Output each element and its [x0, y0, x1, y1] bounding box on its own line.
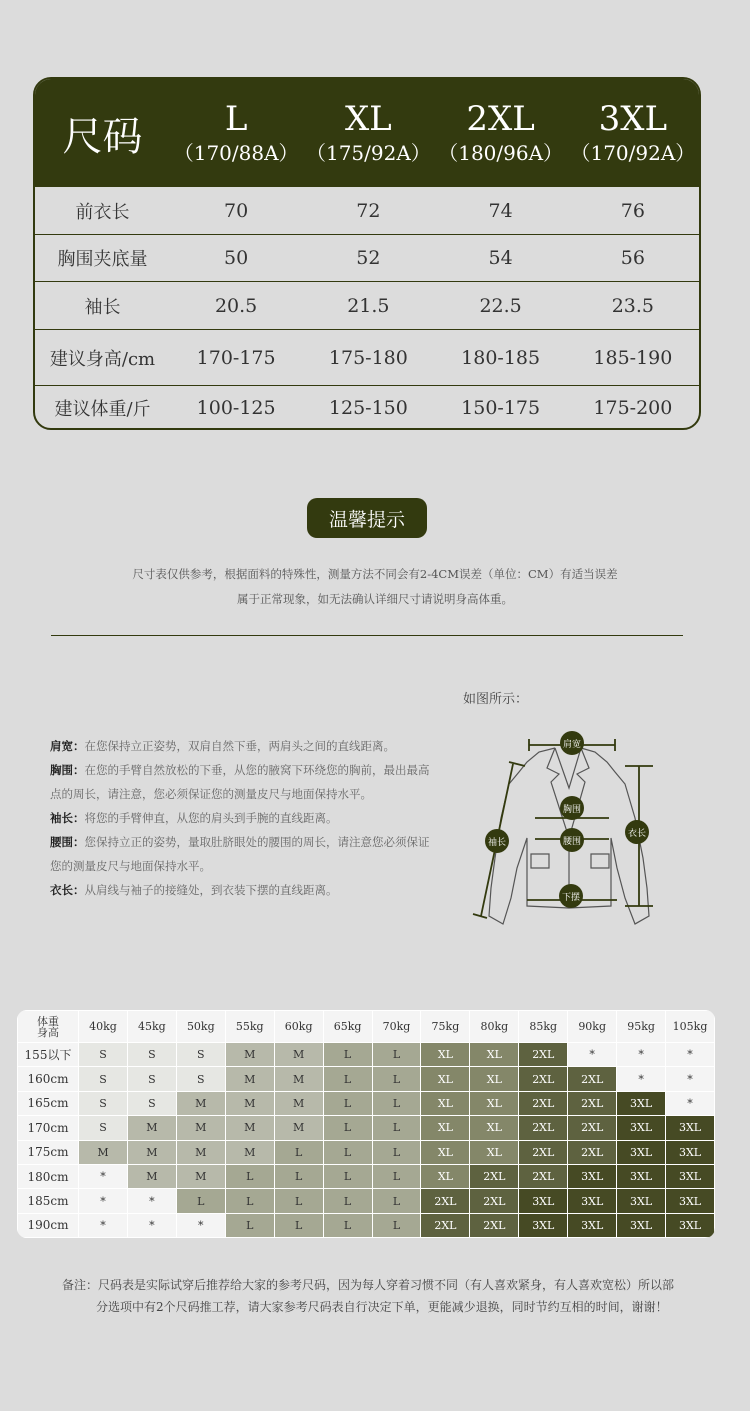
recommend-cell: L	[323, 1164, 372, 1188]
measure-term: 胸围：	[50, 763, 85, 777]
recommend-cell: *	[79, 1164, 128, 1188]
measure-desc: 在您保持立正姿势，双肩自然下垂，两肩头之间的直线距离。	[84, 739, 395, 753]
jacket-measure-diagram	[465, 728, 665, 933]
recommend-cell: L	[323, 1213, 372, 1237]
recommend-cell: L	[225, 1213, 274, 1237]
weight-header: 95kg	[617, 1011, 666, 1043]
recommend-cell: M	[225, 1067, 274, 1091]
row-label: 建议体重/斤	[54, 399, 151, 420]
row-value: 185-190	[593, 346, 673, 369]
recommend-cell: S	[176, 1067, 225, 1091]
recommend-header-row	[18, 1011, 715, 1043]
recommend-cell: 2XL	[568, 1116, 617, 1140]
recommend-cell: 3XL	[519, 1189, 568, 1213]
height-header: 190cm	[18, 1213, 79, 1237]
recommend-row	[18, 1091, 715, 1115]
recommend-cell: 3XL	[617, 1140, 666, 1164]
measure-term: 袖长：	[50, 811, 85, 825]
recommend-cell: 3XL	[666, 1189, 715, 1213]
size-col-2xl	[435, 99, 567, 167]
recommend-cell: L	[274, 1164, 323, 1188]
recommend-cell: XL	[470, 1067, 519, 1091]
row-value: 56	[620, 247, 645, 269]
weight-header: 60kg	[274, 1011, 323, 1043]
measure-term: 腰围：	[50, 835, 85, 849]
size-recommend-table	[17, 1010, 715, 1238]
recommend-cell: *	[666, 1067, 715, 1091]
height-header: 165cm	[18, 1091, 79, 1115]
recommend-cell: 2XL	[470, 1189, 519, 1213]
recommend-cell: M	[274, 1043, 323, 1067]
recommend-cell: 3XL	[568, 1189, 617, 1213]
measure-item-chest	[50, 758, 440, 806]
size-row-sleeve	[35, 282, 699, 330]
size-row-height	[35, 330, 699, 386]
size-col-xl	[302, 99, 434, 167]
measure-desc: 从肩线与袖子的接缝处，到衣装下摆的直线距离。	[84, 883, 338, 897]
recommend-cell: 3XL	[617, 1213, 666, 1237]
recommend-cell: L	[274, 1189, 323, 1213]
weight-header: 50kg	[176, 1011, 225, 1043]
recommend-cell: 3XL	[617, 1091, 666, 1115]
recommend-cell: L	[176, 1189, 225, 1213]
recommend-cell: *	[127, 1189, 176, 1213]
row-value: 74	[488, 199, 513, 222]
recommend-cell: *	[617, 1067, 666, 1091]
row-value: 170-175	[196, 346, 276, 369]
size-note	[62, 1274, 692, 1318]
recommend-cell: M	[127, 1164, 176, 1188]
row-value: 175-180	[328, 346, 408, 369]
recommend-cell: L	[323, 1067, 372, 1091]
measure-term: 肩宽：	[50, 739, 85, 753]
recommend-row	[18, 1140, 715, 1164]
divider	[51, 635, 683, 636]
size-row-chest	[35, 235, 699, 282]
recommend-cell: L	[372, 1043, 421, 1067]
weight-header: 105kg	[666, 1011, 715, 1043]
recommend-cell: XL	[470, 1116, 519, 1140]
row-value: 50	[224, 247, 249, 269]
corner-weight-label: 体重	[37, 1014, 59, 1028]
size-name: 3XL	[598, 99, 668, 139]
row-value: 150-175	[461, 397, 541, 419]
recommend-cell: *	[666, 1091, 715, 1115]
recommend-corner	[18, 1011, 79, 1043]
size-spec: （170/88A）	[173, 141, 299, 165]
recommend-cell: XL	[470, 1091, 519, 1115]
height-header: 155以下	[18, 1043, 79, 1067]
hem-marker	[559, 884, 583, 908]
measure-desc: 在您的手臂自然放松的下垂，从您的腋窝下环绕您的胸前，最出最高点的周长，请注意，您必须保证您的测量皮尺与地面保持水平。	[50, 763, 430, 801]
recommend-cell: 3XL	[666, 1164, 715, 1188]
waist-marker	[560, 828, 584, 852]
recommend-cell: 2XL	[421, 1213, 470, 1237]
weight-header: 90kg	[568, 1011, 617, 1043]
measure-item-waist	[50, 830, 440, 878]
sleeve-marker	[485, 829, 509, 853]
weight-header: 65kg	[323, 1011, 372, 1043]
size-spec: （175/92A）	[305, 141, 431, 165]
row-value: 21.5	[347, 294, 390, 317]
size-name: L	[224, 99, 248, 139]
recommend-cell: 2XL	[568, 1067, 617, 1091]
recommend-cell: 3XL	[568, 1213, 617, 1237]
row-value: 22.5	[479, 294, 522, 317]
size-col-3xl	[567, 99, 699, 167]
measure-item-length	[50, 878, 440, 902]
height-header: 180cm	[18, 1164, 79, 1188]
measure-term: 衣长：	[50, 883, 85, 897]
recommend-cell: 3XL	[617, 1164, 666, 1188]
recommend-cell: 2XL	[519, 1091, 568, 1115]
recommend-cell: M	[225, 1140, 274, 1164]
recommend-cell: 2XL	[421, 1189, 470, 1213]
recommend-cell: *	[176, 1213, 225, 1237]
size-spec: （170/92A）	[570, 141, 696, 165]
recommend-row	[18, 1189, 715, 1213]
recommend-cell: 3XL	[568, 1164, 617, 1188]
recommend-cell: 2XL	[519, 1116, 568, 1140]
recommend-cell: XL	[421, 1043, 470, 1067]
measure-item-shoulder	[50, 734, 440, 758]
recommend-cell: XL	[421, 1164, 470, 1188]
row-value: 100-125	[196, 397, 276, 419]
tip-line-2: 属于正常现象，如无法确认详细尺寸请说明身高体重。	[237, 592, 513, 606]
figure-caption: 如图所示：	[463, 692, 529, 707]
recommend-cell: M	[225, 1091, 274, 1115]
recommend-cell: 2XL	[470, 1213, 519, 1237]
tip-text	[60, 562, 690, 612]
chest-label: 胸围	[562, 805, 582, 815]
recommend-cell: XL	[421, 1116, 470, 1140]
recommend-cell: L	[323, 1043, 372, 1067]
recommend-cell: S	[79, 1067, 128, 1091]
recommend-cell: M	[225, 1043, 274, 1067]
recommend-cell: M	[274, 1116, 323, 1140]
note-line-2: 分选项中有2个尺码推工荐，请大家参考尺码表自行决定下单，更能减少退换，同时节约互相的时间，谢谢！	[96, 1300, 668, 1314]
recommend-cell: M	[176, 1164, 225, 1188]
recommend-cell: L	[323, 1116, 372, 1140]
recommend-cell: 3XL	[617, 1189, 666, 1213]
recommend-cell: L	[274, 1140, 323, 1164]
size-table-header	[35, 79, 699, 187]
recommend-cell: L	[372, 1067, 421, 1091]
recommend-cell: L	[372, 1116, 421, 1140]
recommend-cell: 2XL	[519, 1043, 568, 1067]
weight-header: 70kg	[372, 1011, 421, 1043]
sleeve-label: 袖长	[487, 838, 507, 848]
recommend-cell: M	[176, 1116, 225, 1140]
measure-desc: 将您的手臂伸直，从您的肩头到手腕的直线距离。	[84, 811, 338, 825]
hem-label: 下摆	[561, 893, 581, 903]
row-value: 23.5	[611, 294, 655, 317]
recommend-cell: M	[79, 1140, 128, 1164]
row-label: 前衣长	[75, 201, 130, 223]
recommend-cell: XL	[421, 1140, 470, 1164]
recommend-cell: L	[225, 1189, 274, 1213]
recommend-cell: L	[372, 1164, 421, 1188]
recommend-cell: 2XL	[470, 1164, 519, 1188]
row-value: 20.5	[214, 294, 258, 317]
weight-header: 85kg	[519, 1011, 568, 1043]
recommend-cell: S	[79, 1043, 128, 1067]
recommend-cell: M	[274, 1067, 323, 1091]
recommend-cell: M	[127, 1116, 176, 1140]
recommend-row	[18, 1043, 715, 1067]
row-value: 125-150	[328, 397, 408, 419]
size-table	[33, 77, 701, 430]
recommend-cell: L	[225, 1164, 274, 1188]
recommend-cell: M	[225, 1116, 274, 1140]
recommend-row	[18, 1213, 715, 1237]
weight-header: 45kg	[127, 1011, 176, 1043]
height-header: 175cm	[18, 1140, 79, 1164]
recommend-cell: XL	[470, 1043, 519, 1067]
recommend-cell: L	[274, 1213, 323, 1237]
recommend-cell: 3XL	[519, 1213, 568, 1237]
recommend-cell: 3XL	[617, 1116, 666, 1140]
recommend-cell: XL	[470, 1140, 519, 1164]
tip-line-1: 尺寸表仅供参考，根据面料的特殊性，测量方法不同会有2-4CM误差（单位：CM）有适当误差	[132, 567, 618, 581]
measure-item-sleeve	[50, 806, 440, 830]
recommend-row	[18, 1116, 715, 1140]
recommend-cell: M	[274, 1091, 323, 1115]
weight-header: 80kg	[470, 1011, 519, 1043]
size-row-weight	[35, 386, 699, 430]
measure-guide	[50, 734, 440, 902]
recommend-cell: *	[79, 1189, 128, 1213]
recommend-cell: 2XL	[568, 1140, 617, 1164]
length-marker	[625, 820, 649, 844]
recommend-cell: XL	[421, 1067, 470, 1091]
shoulder-marker	[560, 731, 584, 755]
recommend-cell: 3XL	[666, 1140, 715, 1164]
row-value: 180-185	[461, 346, 541, 369]
recommend-row	[18, 1164, 715, 1188]
corner-height-label: 身高	[37, 1025, 59, 1039]
row-value: 54	[488, 247, 513, 269]
recommend-cell: L	[323, 1189, 372, 1213]
length-label: 衣长	[627, 829, 647, 839]
recommend-cell: S	[79, 1091, 128, 1115]
size-header-label: 尺码	[62, 113, 143, 160]
recommend-cell: 2XL	[519, 1067, 568, 1091]
recommend-cell: *	[666, 1043, 715, 1067]
size-spec: （180/96A）	[438, 141, 564, 165]
size-row-front-length	[35, 187, 699, 235]
weight-header: 55kg	[225, 1011, 274, 1043]
recommend-cell: S	[127, 1091, 176, 1115]
recommend-cell: *	[79, 1213, 128, 1237]
row-label: 袖长	[84, 296, 121, 318]
chest-marker	[560, 796, 584, 820]
row-label: 建议身高/cm	[49, 348, 156, 370]
recommend-cell: L	[372, 1213, 421, 1237]
row-value: 70	[224, 199, 249, 222]
height-header: 160cm	[18, 1067, 79, 1091]
recommend-cell: M	[127, 1140, 176, 1164]
row-value: 76	[620, 199, 645, 222]
recommend-cell: S	[176, 1043, 225, 1067]
recommend-cell: L	[323, 1140, 372, 1164]
waist-label: 腰围	[562, 837, 582, 847]
height-header: 185cm	[18, 1189, 79, 1213]
recommend-cell: 2XL	[519, 1164, 568, 1188]
recommend-cell: 2XL	[568, 1091, 617, 1115]
recommend-cell: XL	[421, 1091, 470, 1115]
recommend-cell: 2XL	[519, 1140, 568, 1164]
recommend-cell: M	[176, 1091, 225, 1115]
measure-desc: 您保持立正的姿势，量取肚脐眼处的腰围的周长，请注意您必须保证您的测量皮尺与地面保持水平。	[50, 835, 430, 873]
recommend-cell: S	[127, 1043, 176, 1067]
weight-header: 75kg	[421, 1011, 470, 1043]
size-name: 2XL	[466, 99, 535, 139]
size-col-l	[170, 99, 302, 167]
recommend-cell: L	[372, 1091, 421, 1115]
height-header: 170cm	[18, 1116, 79, 1140]
row-value: 175-200	[593, 397, 673, 419]
note-line-1: 备注：尺码表是实际试穿后推荐给大家的参考尺码，因为每人穿着习惯不同（有人喜欢紧身，有人喜欢宽松）所以部	[62, 1278, 675, 1292]
row-label: 胸围夹底量	[57, 249, 148, 270]
size-name: XL	[344, 99, 392, 139]
recommend-cell: L	[323, 1091, 372, 1115]
tip-badge: 温馨提示	[307, 498, 427, 538]
recommend-cell: *	[127, 1213, 176, 1237]
recommend-cell: 3XL	[666, 1116, 715, 1140]
recommend-cell: M	[176, 1140, 225, 1164]
recommend-row	[18, 1067, 715, 1091]
recommend-cell: *	[617, 1043, 666, 1067]
row-value: 52	[356, 247, 381, 269]
weight-header: 40kg	[79, 1011, 128, 1043]
recommend-cell: S	[127, 1067, 176, 1091]
recommend-cell: S	[79, 1116, 128, 1140]
recommend-cell: L	[372, 1189, 421, 1213]
row-value: 72	[356, 199, 381, 222]
recommend-cell: 3XL	[666, 1213, 715, 1237]
recommend-cell: *	[568, 1043, 617, 1067]
shoulder-label: 肩宽	[562, 740, 582, 750]
recommend-cell: L	[372, 1140, 421, 1164]
